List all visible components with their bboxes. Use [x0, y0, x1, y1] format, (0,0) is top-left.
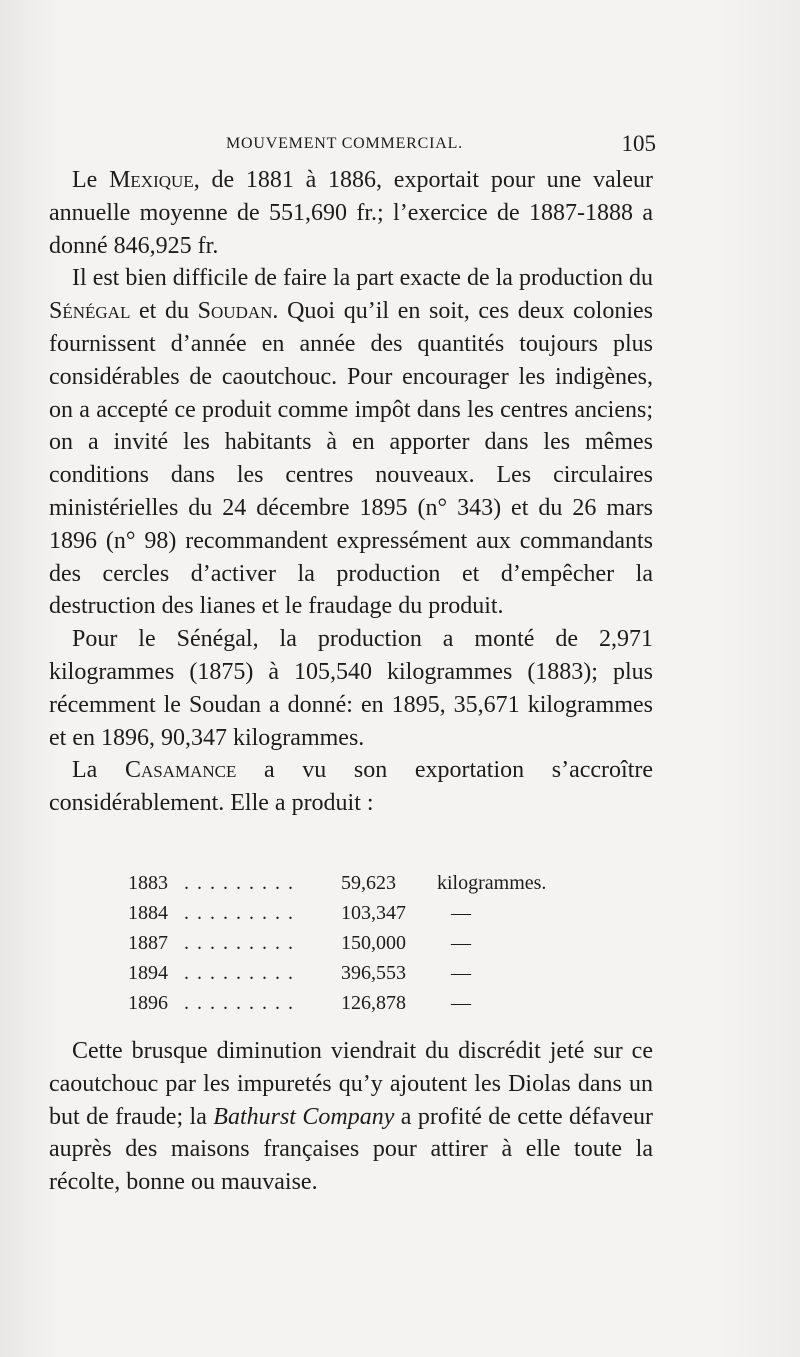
leader-dots: . . . . . . . . .	[184, 962, 295, 984]
table-row	[128, 868, 588, 898]
table-unit: kilogrammes.	[437, 872, 547, 894]
table-unit	[437, 928, 588, 958]
table-value: 59,623	[341, 872, 396, 894]
paragraph-bathurst-company	[49, 1035, 653, 1199]
running-title: MOUVEMENT COMMERCIAL.	[226, 135, 463, 152]
running-head	[46, 131, 658, 161]
table-year: 1896	[128, 992, 168, 1014]
paragraph-text: Le	[72, 167, 110, 193]
casamance-production-table	[128, 868, 588, 1018]
table-value: 396,553	[341, 962, 406, 984]
paragraph-text: Il est bien difficile de faire la part exacte de la production du	[72, 265, 653, 292]
table-unit	[437, 898, 588, 928]
paragraph-production	[49, 623, 653, 754]
paragraph-text: Cette brusque diminution viendrait du discrédit jeté sur ce caoutchouc par les impuretés qu’y ajoutent les Diolas dans un but de fraude; la	[49, 1038, 653, 1130]
paragraph-text: a vu son exportation s’accroître considérablement. Elle a produit :	[49, 757, 653, 817]
table-year: 1894	[128, 962, 168, 984]
paragraph-senegal-soudan	[49, 262, 653, 623]
table-year: 1884	[128, 902, 168, 924]
paragraph-text: , de 1881 à 1886, exportait pour une valeur annuelle moyenne de 551,690 fr.; l’exercice de 1887-1888 a donné 846,925 fr.	[49, 167, 653, 259]
leader-dots: . . . . . . . . .	[184, 932, 295, 954]
country-name: Soudan	[197, 298, 273, 325]
country-name: Casamance	[124, 757, 237, 784]
table-value: 126,878	[341, 992, 406, 1014]
leader-dots: . . . . . . . . .	[184, 992, 295, 1014]
country-name: Sénégal	[49, 298, 131, 325]
paragraph-text: et du	[130, 298, 198, 325]
leader-dots: . . . . . . . . .	[184, 902, 295, 924]
paragraph-text: Pour le Sénégal, la production a monté de 2,971 kilogrammes (1875) à 105,540 kilogrammes (1883); plus récemment le Soudan a donné: en 1895, 35,671 kilogrammes et en 1896, 90,347 kilogrammes.	[49, 626, 653, 751]
page-number: 105	[621, 131, 656, 156]
table-row	[128, 958, 588, 988]
company-name: Bathurst Company	[213, 1103, 395, 1130]
leader-dots: . . . . . . . . .	[184, 872, 295, 894]
table-row	[128, 898, 588, 928]
table-value: 150,000	[341, 932, 406, 954]
table-row	[128, 988, 588, 1018]
paragraph-mexique	[49, 164, 653, 262]
table-value: 103,347	[341, 902, 406, 924]
table-year: 1883	[128, 872, 168, 894]
paragraph-text: a profité de cette défaveur auprès des maisons françaises pour attirer à elle toute la récolte, bonne ou mauvaise.	[49, 1103, 653, 1196]
ditto-mark: —	[451, 962, 471, 984]
table-unit	[437, 988, 588, 1018]
ditto-mark: —	[451, 902, 471, 924]
country-name: Mexique	[109, 167, 194, 193]
table-row	[128, 928, 588, 958]
main-text	[49, 164, 653, 820]
ditto-mark: —	[451, 932, 471, 954]
paragraph-text: . Quoi qu’il en soit, ces deux colonies fournissent d’année en année des quantités toujours plus considérables de caoutchouc. Pour encourager les indigènes, on a accepté ce produit comme impôt dans les centres anciens; on a invité les habitants à en apporter dans les mêmes conditions dans les centres nouveaux. Les circulaires ministérielles du 24 décembre 1895 (n° 343) et du 26 mars 1896 (n° 98) recommandent expressément aux commandants des cercles d’activer la production et d’empêcher la destruction des lianes et le fraudage du produit.	[49, 298, 653, 620]
table-year: 1887	[128, 932, 168, 954]
paragraph-casamance	[49, 754, 653, 820]
ditto-mark: —	[451, 992, 471, 1014]
table-unit	[437, 958, 588, 988]
paragraph-text: La	[72, 757, 125, 784]
